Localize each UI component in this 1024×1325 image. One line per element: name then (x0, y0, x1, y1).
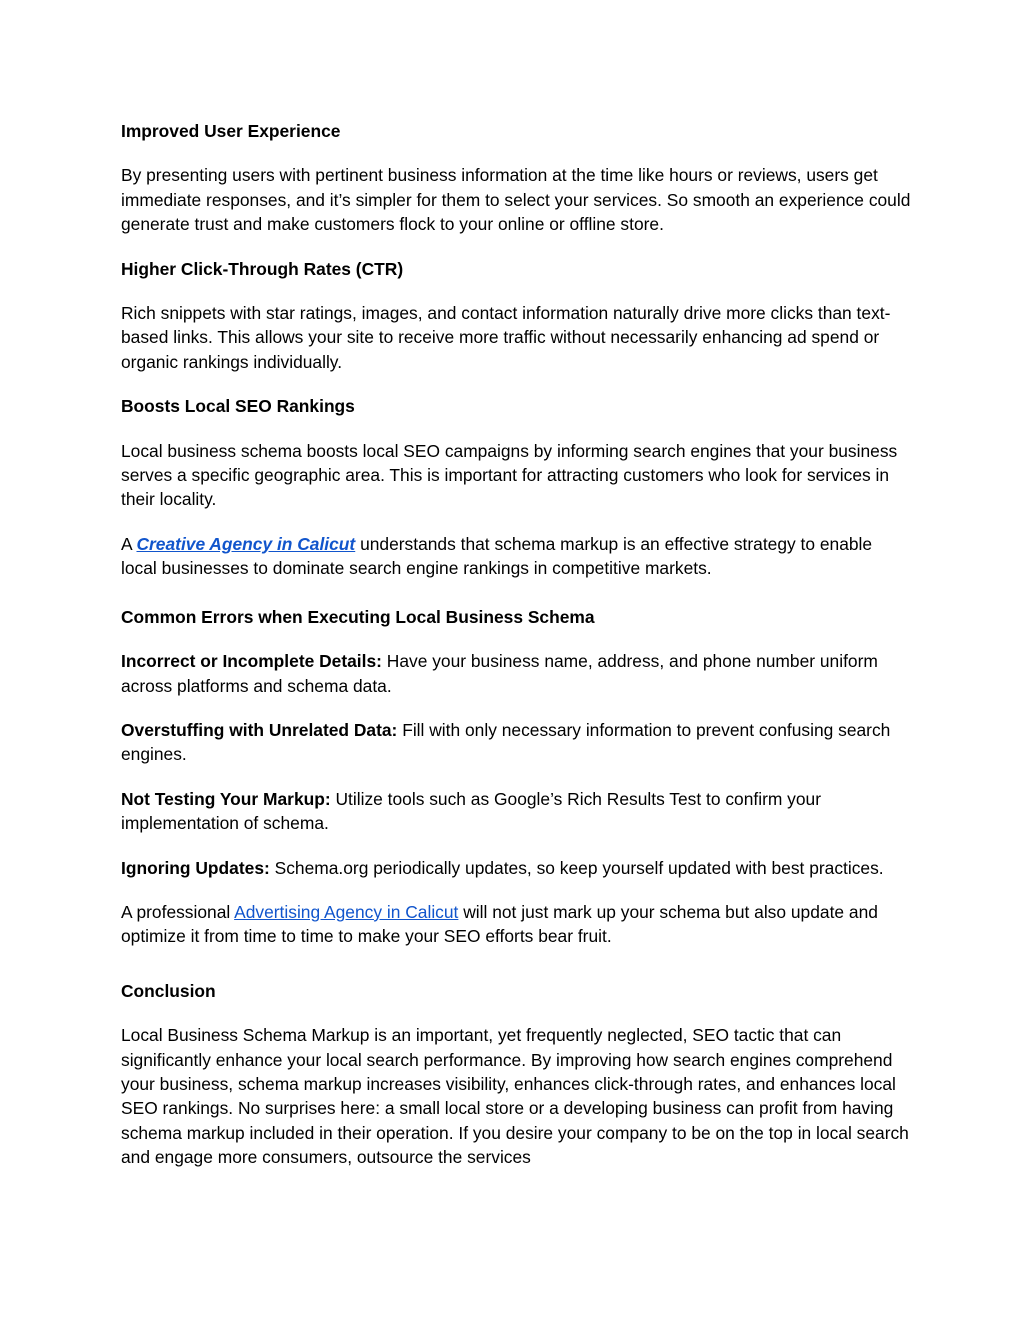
error-item-term: Ignoring Updates: (121, 857, 270, 878)
paragraph-conclusion: Local Business Schema Markup is an important, yet frequently neglected, SEO tactic that can significantly enhance your local search performance. By improving how search engines comprehend your business, schema markup increases visibility, enhances click-through rates, and enhances local SEO rankings. No surprises here: a small local store or a developing business can profit from having schema markup included in their operation. If you desire your company to be on the top in local search and engage more consumers, outsource the services (121, 1025, 909, 1168)
heading-higher-ctr: Higher Click-Through Rates (CTR) (121, 258, 404, 279)
advertising-agency-trailing-text: will not just mark up your schema but also update and optimize it from time to time to make your SEO efforts bear fruit. (121, 901, 878, 947)
advertising-agency-lead-text: A professional (121, 901, 235, 922)
error-item (121, 787, 911, 836)
error-item-text: Utilize tools such as Google’s Rich Results Test to confirm your implementation of schema. (121, 788, 822, 834)
heading-conclusion: Conclusion (121, 980, 216, 1001)
error-item-term: Overstuffing with Unrelated Data: (121, 719, 398, 740)
paragraph-creative-agency (121, 532, 911, 581)
error-item-term: Not Testing Your Markup: (121, 788, 331, 809)
error-item-text: Schema.org periodically updates, so keep yourself updated with best practices. (269, 857, 884, 878)
error-item-term: Incorrect or Incomplete Details: (121, 651, 382, 672)
heading-local-seo: Boosts Local SEO Rankings (121, 396, 355, 417)
creative-agency-link[interactable]: Creative Agency in Calicut (136, 533, 356, 554)
paragraph-advertising-agency (121, 900, 911, 949)
creative-agency-trailing-text: understands that schema markup is an effective strategy to enable local businesses to dominate search engine rankings in competitive markets. (121, 533, 873, 579)
heading-improved-user-experience: Improved User Experience (121, 121, 341, 141)
error-item-text: Fill with only necessary information to prevent confusing search engines. (121, 719, 891, 765)
advertising-agency-link[interactable]: Advertising Agency in Calicut (234, 901, 459, 922)
document-page (121, 119, 911, 1170)
paragraph-local-seo: Local business schema boosts local SEO campaigns by informing search engines that your business serves a specific geographic area. This is important for attracting customers who look for services in their locality. (121, 440, 898, 510)
error-item (121, 649, 911, 698)
creative-agency-lead-text: A (121, 533, 137, 554)
error-item (121, 718, 911, 767)
error-item (121, 856, 911, 880)
error-item-text: Have your business name, address, and phone number uniform across platforms and schema data. (121, 651, 878, 696)
paragraph-user-experience: By presenting users with pertinent business information at the time like hours or reviews, users get immediate responses, and it’s simpler for them to select your services. So smooth an experience could generate trust and make customers flock to your online or offline store. (121, 165, 911, 235)
paragraph-ctr: Rich snippets with star ratings, images, and contact information naturally drive more clicks than text-based links. This allows your site to receive more traffic without necessarily enhancing ad spend or organic rankings individually. (121, 303, 891, 372)
heading-common-errors: Common Errors when Executing Local Business Schema (121, 606, 595, 627)
